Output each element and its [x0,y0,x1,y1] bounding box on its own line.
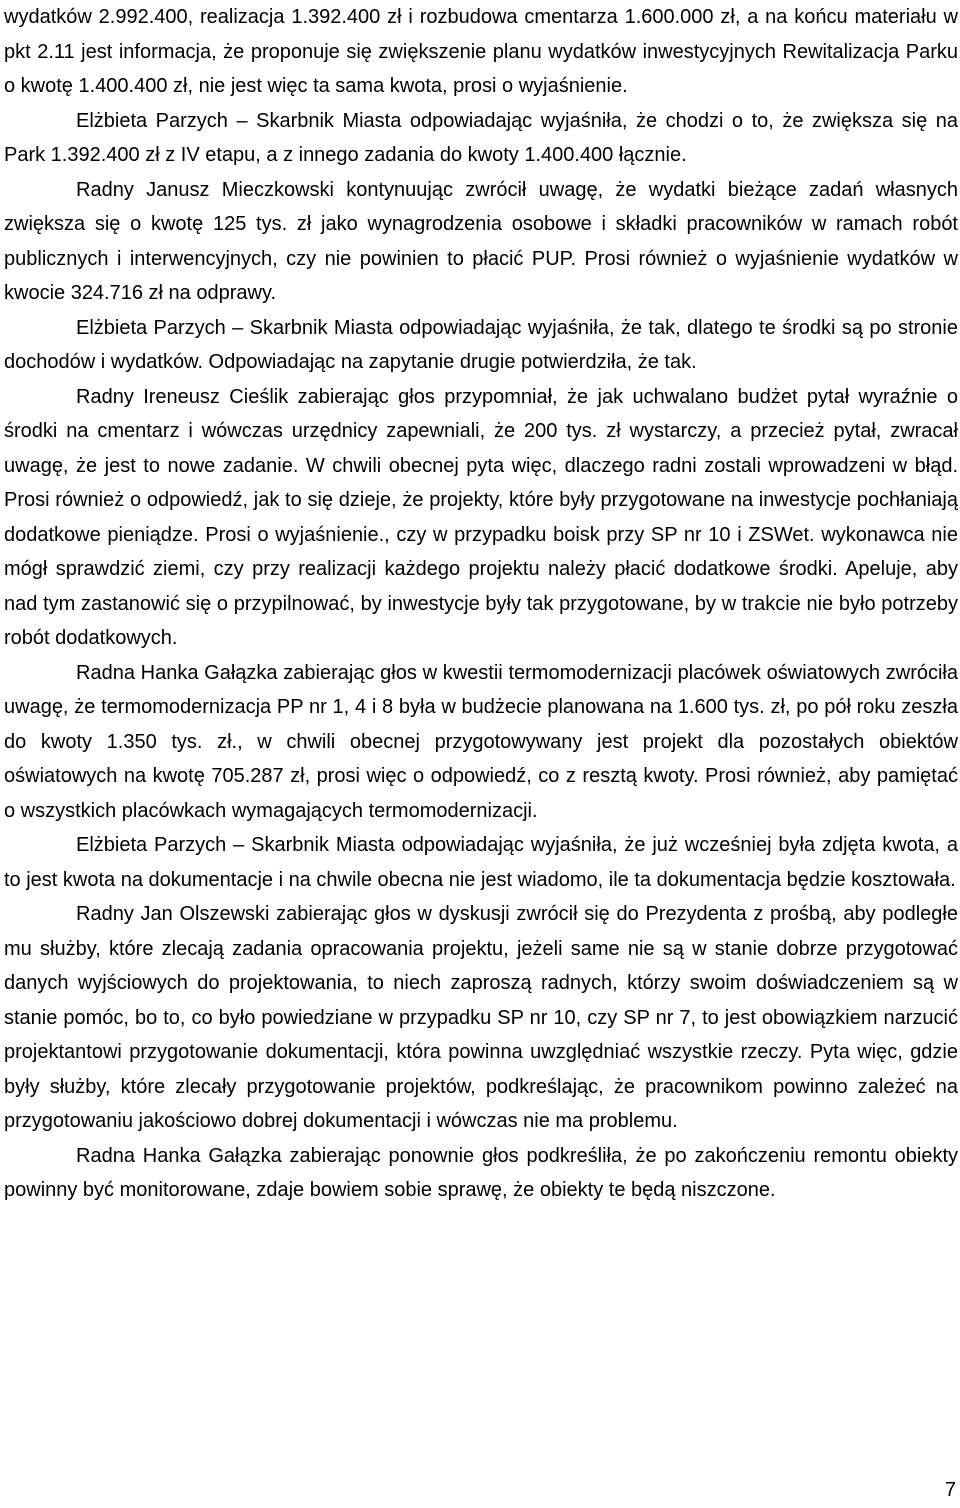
paragraph-treasurer-response-2: Elżbieta Parzych – Skarbnik Miasta odpowiadając wyjaśniła, że tak, dlatego te środki są po stronie dochodów i wydatków. Odpowiadając na zapytanie drugie potwierdziła, że tak. [4,316,958,373]
paragraph-councilor-mieczkowski: Radny Janusz Mieczkowski kontynuując zwrócił uwagę, że wydatki bieżące zadań własnych zwiększa się o kwotę 125 tys. zł jako wynagrodzenia osobowe i składki pracowników w ramach robót publicznych i interwencyjnych, czy nie powinien to płacić PUP. Prosi również o wyjaśnienie wydatków w kwocie 324.716 zł na odprawy. [4,178,958,304]
paragraph-councilor-galazka: Radna Hanka Gałązka zabierając głos w kwestii termomodernizacji placówek oświatowych zwróciła uwagę, że termomodernizacja PP nr 1, 4 i 8 była w budżecie planowana na 1.600 tys. zł, po pół roku zeszła do kwoty 1.350 tys. zł., w chwili obecnej przygotowywany jest projekt dla pozostałych obiektów oświatowych na kwotę 705.287 zł, prosi więc o odpowiedź, co z resztą kwoty. Prosi również, aby pamiętać o wszystkich placówkach wymagających termomodernizacji. [4,661,958,822]
page-number: 7 [944,1479,956,1501]
paragraph-councilor-galazka-again: Radna Hanka Gałązka zabierając ponownie głos podkreśliła, że po zakończeniu remontu obiekty powinny być monitorowane, zdaje bowiem sobie sprawę, że obiekty te będą niszczone. [4,1144,958,1201]
document-body [4,0,958,1208]
paragraph-continued: wydatków 2.992.400, realizacja 1.392.400 zł i rozbudowa cmentarza 1.600.000 zł, a na końcu materiału w pkt 2.11 jest informacja, że proponuje się zwiększenie planu wydatków inwestycyjnych Rewitalizacja Parku o kwotę 1.400.400 zł, nie jest więc ta sama kwota, prosi o wyjaśnienie. [4,6,958,97]
paragraph-treasurer-response-3: Elżbieta Parzych – Skarbnik Miasta odpowiadając wyjaśniła, że już wcześniej była zdjęta kwota, a to jest kwota na dokumentacje i na chwile obecna nie jest wiadomo, ile ta dokumentacja będzie kosztowała. [4,834,958,891]
paragraph-treasurer-response-1: Elżbieta Parzych – Skarbnik Miasta odpowiadając wyjaśniła, że chodzi o to, że zwiększa się na Park 1.392.400 zł z IV etapu, a z innego zadania do kwoty 1.400.400 łącznie. [4,109,958,166]
paragraph-councilor-cieslik: Radny Ireneusz Cieślik zabierając głos przypomniał, że jak uchwalano budżet pytał wyraźnie o środki na cmentarz i wówczas urzędnicy zapewniali, że 200 tys. zł wystarczy, a przecież pytał, zwracał uwagę, że jest to nowe zadanie. W chwili obecnej pyta więc, dlaczego radni zostali wprowadzeni w błąd. Prosi również o odpowiedź, jak to się dzieje, że projekty, które były przygotowane na inwestycje pochłaniają dodatkowe pieniądze. Prosi o wyjaśnienie., czy w przypadku boisk przy SP nr 10 i ZSWet. wykonawca nie mógł sprawdzić ziemi, czy przy realizacji każdego projektu należy płacić dodatkowe środki. Apeluje, aby nad tym zastanowić się o przypilnować, by inwestycje były tak przygotowane, by w trakcie nie było potrzeby robót dodatkowych. [4,385,958,649]
paragraph-councilor-olszewski: Radny Jan Olszewski zabierając głos w dyskusji zwrócił się do Prezydenta z prośbą, aby podległe mu służby, które zlecają zadania opracowania projektu, jeżeli same nie są w stanie dobrze przygotować danych wyjściowych do projektowania, to niech zaproszą radnych, którzy swoim doświadczeniem są w stanie pomóc, bo to, co było powiedziane w przypadku SP nr 10, czy SP nr 7, to jest obowiązkiem narzucić projektantowi przygotowanie dokumentacji, która powinna uwzględniać wszystkie rzeczy. Pyta więc, gdzie były służby, które zlecały przygotowanie projektów, podkreślając, że pracownikom powinno zależeć na przygotowaniu jakościowo dobrej dokumentacji i wówczas nie ma problemu. [4,903,958,1132]
